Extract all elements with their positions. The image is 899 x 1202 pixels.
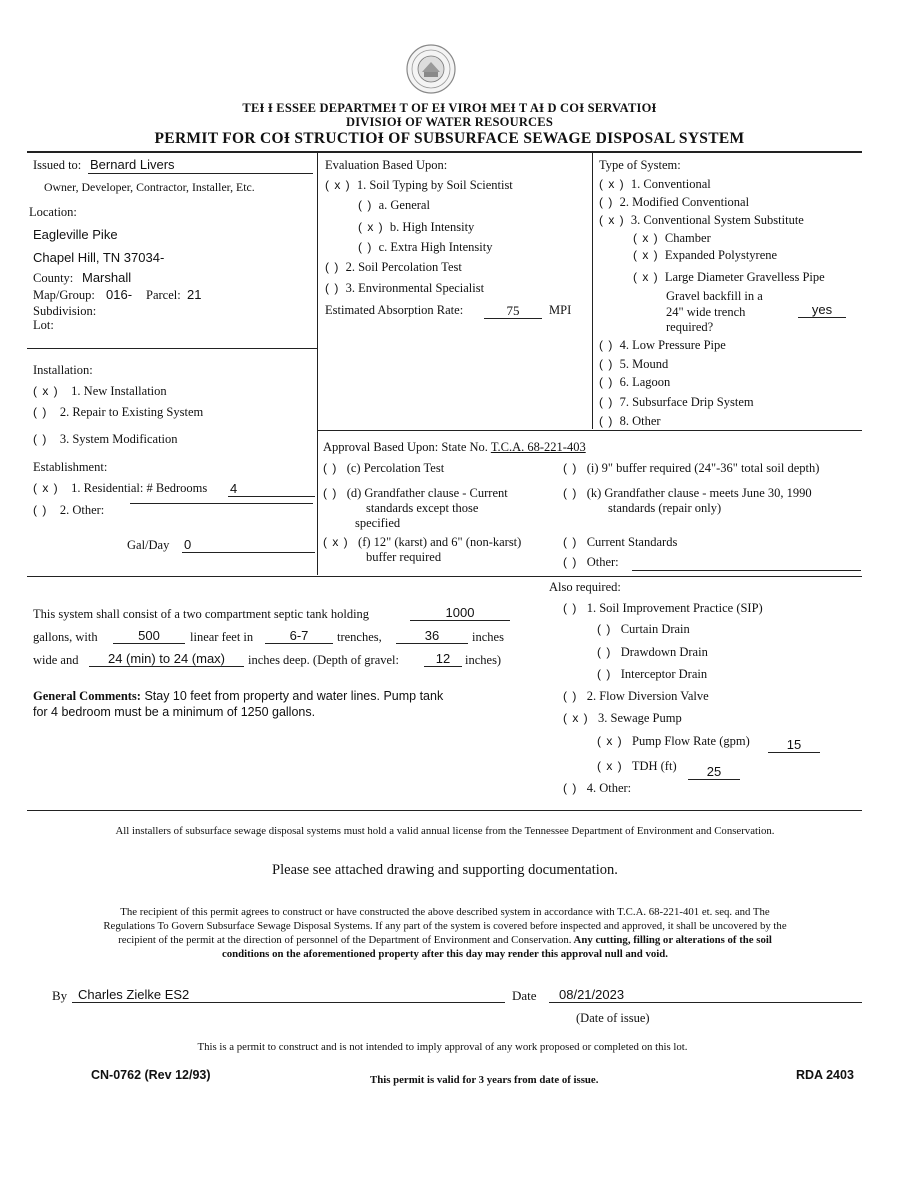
approval-item: ( ) Current Standards bbox=[563, 535, 678, 549]
also-required-title: Also required: bbox=[549, 580, 621, 594]
county-label: County: bbox=[33, 271, 74, 285]
header-rule bbox=[27, 151, 862, 153]
approval-item: ( ) (d) Grandfather clause - Current bbox=[323, 486, 508, 500]
column-divider-1 bbox=[317, 152, 318, 575]
desc-text: wide and bbox=[33, 653, 79, 667]
approval-item: ( ) (c) Percolation Test bbox=[323, 461, 445, 475]
approval-item-cont: specified bbox=[355, 516, 401, 530]
gravel-question: Gravel backfill in a bbox=[666, 289, 763, 303]
middle-rule bbox=[27, 576, 862, 577]
system-type-item: ( x ) Chamber bbox=[633, 231, 711, 245]
system-type-item: ( x ) Large Diameter Gravelless Pipe bbox=[633, 270, 825, 284]
by-value: Charles Zielke ES2 bbox=[72, 987, 505, 1003]
division-title: DIVISIOƗ OF WATER RESOURCES bbox=[346, 115, 553, 129]
approval-item: ( x ) (f) 12" (karst) and 6" (non-karst) bbox=[323, 535, 522, 549]
date-caption: (Date of issue) bbox=[576, 1011, 650, 1025]
recipient-text-2: Regulations To Govern Subsurface Sewage Disposal Systems. If any part of the system is covered before inspected and approved, it shall be uncovered by the bbox=[103, 920, 787, 932]
system-type-item: ( x ) 3. Conventional System Substitute bbox=[599, 213, 804, 227]
issued-label: Issued to: bbox=[33, 158, 82, 172]
system-type-item: ( ) 7. Subsurface Drip System bbox=[599, 395, 754, 409]
pump-flow-rate: 15 bbox=[768, 737, 820, 753]
trench-depth: 24 (min) to 24 (max) bbox=[89, 651, 244, 667]
desc-text: linear feet in bbox=[190, 630, 254, 644]
system-type-item: ( ) 2. Modified Conventional bbox=[599, 195, 750, 209]
evaluation-item: ( x ) b. High Intensity bbox=[358, 220, 475, 234]
seal-icon bbox=[406, 44, 456, 94]
system-type-item: ( ) 4. Low Pressure Pipe bbox=[599, 338, 726, 352]
tdh-value: 25 bbox=[688, 764, 740, 780]
also-required-item: ( ) 4. Other: bbox=[563, 781, 632, 795]
approval-item-cont: standards except those bbox=[366, 501, 479, 515]
desc-text: gallons, with bbox=[33, 630, 98, 644]
gravel-depth: 12 bbox=[424, 651, 462, 667]
trench-feet: 500 bbox=[113, 628, 185, 644]
approval-item: ( ) Other: bbox=[563, 555, 619, 569]
parcel-label: Parcel: bbox=[146, 288, 181, 302]
other-item: ( ) 2. Other: bbox=[33, 503, 105, 517]
location-label: Location: bbox=[29, 205, 77, 219]
also-required-item: ( ) Drawdown Drain bbox=[597, 645, 708, 659]
approval-item-cont: buffer required bbox=[366, 550, 442, 564]
address-line-2: Chapel Hill, TN 37034- bbox=[33, 250, 165, 265]
recipient-text-1: The recipient of this permit agrees to construct or have constructed the above described system in accordance with T.C.A. 68-221-401 et. seq. and The bbox=[120, 906, 770, 918]
approval-item: ( ) (k) Grandfather clause - meets June 30, 1990 bbox=[563, 486, 812, 500]
approval-item: ( ) (i) 9" buffer required (24"-36" total soil depth) bbox=[563, 461, 820, 475]
date-label: Date bbox=[512, 988, 537, 1003]
desc-text: inches deep. (Depth of gravel: bbox=[248, 653, 399, 667]
establishment-title: Establishment: bbox=[33, 460, 108, 474]
trench-width: 36 bbox=[396, 628, 468, 644]
desc-text: inches) bbox=[465, 653, 502, 667]
system-type-item: ( x ) Expanded Polystyrene bbox=[633, 248, 778, 262]
also-required-item: ( x ) Pump Flow Rate (gpm) bbox=[597, 734, 750, 748]
date-value: 08/21/2023 bbox=[549, 987, 862, 1003]
also-required-item: ( ) Interceptor Drain bbox=[597, 667, 708, 681]
installation-item: ( ) 2. Repair to Existing System bbox=[33, 405, 204, 419]
system-type-title: Type of System: bbox=[599, 158, 681, 172]
issued-to-value: Bernard Livers bbox=[90, 157, 175, 172]
address-line-1: Eagleville Pike bbox=[33, 227, 118, 242]
gravel-answer: yes bbox=[798, 302, 846, 318]
installation-item: ( x ) 1. New Installation bbox=[33, 384, 167, 398]
general-comments-line2: for 4 bedroom must be a minimum of 1250 gallons. bbox=[33, 705, 316, 719]
by-label: By bbox=[52, 988, 68, 1003]
system-type-item: ( ) 8. Other bbox=[599, 414, 661, 428]
mapgroup-value: 016- bbox=[106, 287, 133, 302]
system-type-item: ( ) 6. Lagoon bbox=[599, 375, 671, 389]
approval-item-cont: standards (repair only) bbox=[608, 501, 722, 515]
recipient-text-3: recipient of the permit at the direction of personnel of the Department of Environment and Conservation. Any cutting, filling or alterations of the soil bbox=[118, 934, 772, 946]
license-note: All installers of subsurface sewage disposal systems must hold a valid annual license from the Tennessee Department of Environment and Conservation. bbox=[115, 825, 775, 837]
absorption-rate-unit: MPI bbox=[549, 303, 572, 317]
rda-code: RDA 2403 bbox=[796, 1068, 854, 1082]
comments-label: General Comments: bbox=[33, 689, 141, 703]
trench-count: 6-7 bbox=[265, 628, 333, 644]
gravel-question: required? bbox=[666, 320, 714, 334]
county-value: Marshall bbox=[82, 270, 132, 285]
parcel-value: 21 bbox=[187, 287, 202, 302]
also-required-item: ( ) Curtain Drain bbox=[597, 622, 690, 636]
gravel-question: 24" wide trench bbox=[666, 305, 746, 319]
subdivision-label: Subdivision: bbox=[33, 304, 97, 318]
installation-item: ( ) 3. System Modification bbox=[33, 432, 178, 446]
installation-title: Installation: bbox=[33, 363, 93, 377]
approval-other-line bbox=[632, 570, 861, 571]
department-title: TEƗ Ɨ ESSEE DEPARTMEƗ T OF EƗ VIROƗ MEƗ T AƗ D COƗ SERVATIOƗ bbox=[242, 101, 657, 115]
also-required-item: ( ) 2. Flow Diversion Valve bbox=[563, 689, 709, 703]
approval-title: Approval Based Upon: State No. T.C.A. 68-221-403 bbox=[323, 440, 586, 454]
also-required-item: ( x ) TDH (ft) bbox=[597, 759, 677, 773]
evaluation-item: ( ) 3. Environmental Specialist bbox=[325, 281, 485, 295]
valid-note: This permit is valid for 3 years from date of issue. bbox=[370, 1074, 599, 1086]
state-seal bbox=[406, 44, 456, 94]
absorption-rate-label: Estimated Absorption Rate: bbox=[325, 303, 464, 317]
desc-text: This system shall consist of a two compartment septic tank holding bbox=[33, 607, 370, 621]
evaluation-item: ( ) c. Extra High Intensity bbox=[358, 240, 493, 254]
system-type-item: ( x ) 1. Conventional bbox=[599, 177, 711, 191]
evaluation-item: ( ) 2. Soil Percolation Test bbox=[325, 260, 462, 274]
lot-label: Lot: bbox=[33, 318, 54, 332]
general-comments: General Comments: Stay 10 feet from property and water lines. Pump tank bbox=[33, 689, 444, 703]
left-section-rule bbox=[27, 348, 317, 349]
construct-note: This is a permit to construct and is not intended to imply approval of any work proposed or completed on this lot. bbox=[197, 1041, 688, 1053]
galday-value: 0 bbox=[182, 537, 315, 553]
bedrooms-value: 4 bbox=[228, 481, 315, 497]
system-type-item: ( ) 5. Mound bbox=[599, 357, 669, 371]
other-value bbox=[130, 503, 313, 504]
tank-capacity: 1000 bbox=[410, 605, 510, 621]
residential-item: ( x ) 1. Residential: # Bedrooms bbox=[33, 481, 208, 495]
evaluation-item: ( ) a. General bbox=[358, 198, 430, 212]
permit-title: PERMIT FOR COƗ STRUCTIOƗ OF SUBSURFACE SEWAGE DISPOSAL SYSTEM bbox=[154, 130, 745, 147]
desc-text: inches bbox=[472, 630, 504, 644]
attached-note: Please see attached drawing and supporting documentation. bbox=[272, 862, 618, 878]
mapgroup-label: Map/Group: bbox=[33, 288, 95, 302]
evaluation-title: Evaluation Based Upon: bbox=[325, 158, 448, 172]
approval-rule bbox=[317, 430, 862, 431]
also-required-item: ( x ) 3. Sewage Pump bbox=[563, 711, 682, 725]
desc-text: trenches, bbox=[337, 630, 382, 644]
galday-label: Gal/Day bbox=[127, 538, 170, 552]
absorption-rate-value: 75 bbox=[484, 303, 542, 319]
evaluation-item: ( x ) 1. Soil Typing by Soil Scientist bbox=[325, 178, 513, 192]
column-divider-2 bbox=[592, 152, 593, 429]
recipient-text-4: conditions on the aforementioned property after this day may render this approval null and void. bbox=[221, 948, 668, 960]
lower-rule bbox=[27, 810, 862, 811]
role-caption: Owner, Developer, Contractor, Installer, Etc. bbox=[44, 180, 255, 194]
also-required-item: ( ) 1. Soil Improvement Practice (SIP) bbox=[563, 601, 763, 615]
form-id: CN-0762 (Rev 12/93) bbox=[91, 1068, 211, 1082]
